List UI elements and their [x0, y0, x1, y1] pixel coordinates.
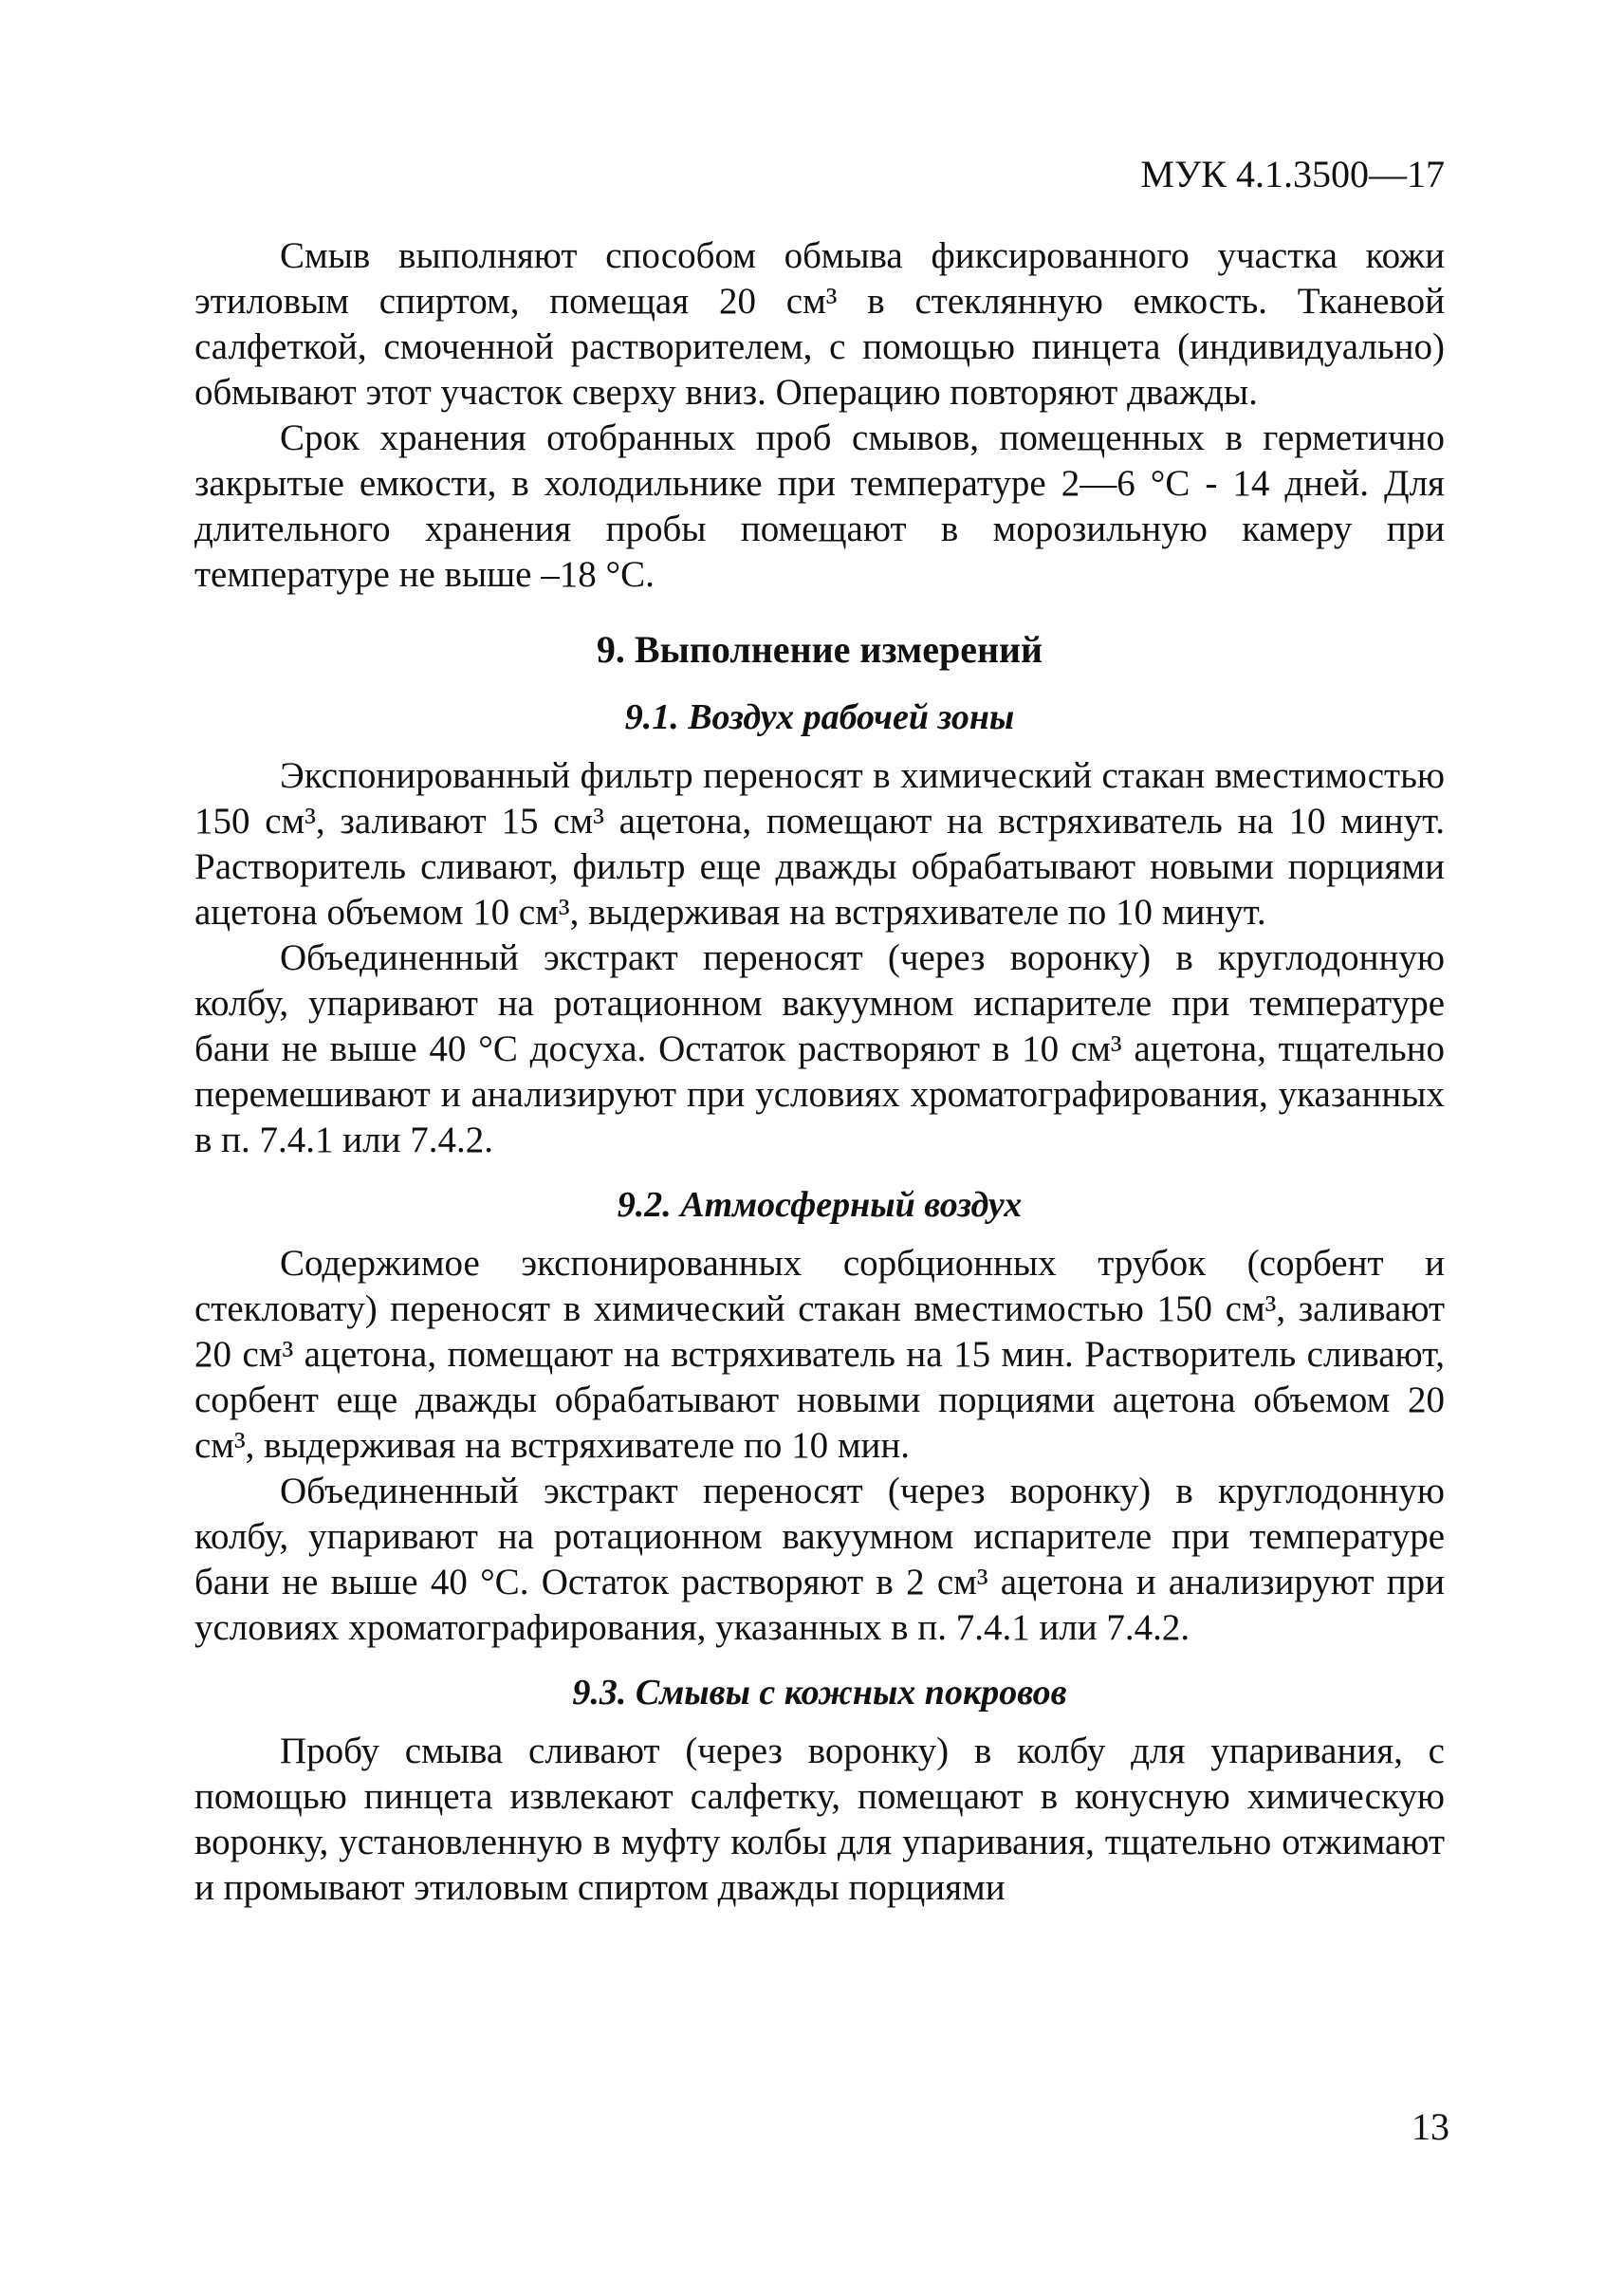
subsection-9-2-paragraph-2: Объединенный экстракт переносят (через воронку) в круглодонную колбу, упаривают на ротационном вакуумном испарителе при температуре бани не выше 40 °С. Остаток растворяют в 2 см³ ацетона и анализируют при условиях хроматографирования, указанных в п. 7.4.1 или 7.4.2.	[194, 1471, 1445, 1648]
subsection-9-1-paragraph-1: Экспонированный фильтр переносят в химический стакан вместимостью 150 см³, заливают 15 см³ ацетона, помещают на встряхиватель на 10 минут. Растворитель сливают, фильтр еще дважды обрабатывают новыми порциями ацетона объемом 10 см³, выдерживая на встряхивателе по 10 минут.	[194, 755, 1445, 933]
section-title: 9. Выполнение измерений	[596, 628, 1043, 671]
subsection-9-1-title: 9.1. Воздух рабочей зоны	[624, 697, 1015, 737]
intro-paragraph-1: Смыв выполняют способом обмыва фиксированного участка кожи этиловым спиртом, помещая 20 см³ в стеклянную емкость. Тканевой салфеткой, смоченной растворителем, с помощью пинцета (индивидуально) обмывают этот участок сверху вниз. Операцию повторяют дважды.	[194, 235, 1445, 413]
document-header: МУК 4.1.3500—17	[1140, 153, 1445, 195]
intro-paragraph-2: Срок хранения отобранных проб смывов, помещенных в герметично закрытые емкости, в холодильнике при температуре 2—6 °С - 14 дней. Для длительного хранения пробы помещают в морозильную камеру при температуре не выше –18 °С.	[194, 417, 1445, 595]
subsection-9-3-title: 9.3. Смывы с кожных покровов	[572, 1673, 1067, 1713]
subsection-9-2-paragraph-1: Содержимое экспонированных сорбционных трубок (сорбент и стекловату) переносят в химический стакан вместимостью 150 см³, заливают 20 см³ ацетона, помещают на встряхиватель на 15 мин. Растворитель сливают, сорбент еще дважды обрабатывают новыми порциями ацетона объемом 20 см³, выдерживая на встряхивателе по 10 мин.	[194, 1243, 1445, 1466]
subsection-9-3-paragraph-1: Пробу смыва сливают (через воронку) в колбу для упаривания, с помощью пинцета извлекают салфетку, помещают в конусную химическую воронку, установленную в муфту колбы для упаривания, тщательно отжимают и промывают этиловым спиртом дважды порциями	[194, 1731, 1445, 1908]
subsection-9-1-paragraph-2: Объединенный экстракт переносят (через воронку) в круглодонную колбу, упаривают на ротационном вакуумном испарителе при температуре бани не выше 40 °С досуха. Остаток растворяют в 10 см³ ацетона, тщательно перемешивают и анализируют при условиях хроматографирования, указанных в п. 7.4.1 или 7.4.2.	[194, 937, 1445, 1160]
document-page	[194, 152, 1445, 1911]
page-number: 13	[1412, 2105, 1449, 2148]
subsection-9-2-title: 9.2. Атмосферный воздух	[617, 1185, 1023, 1225]
